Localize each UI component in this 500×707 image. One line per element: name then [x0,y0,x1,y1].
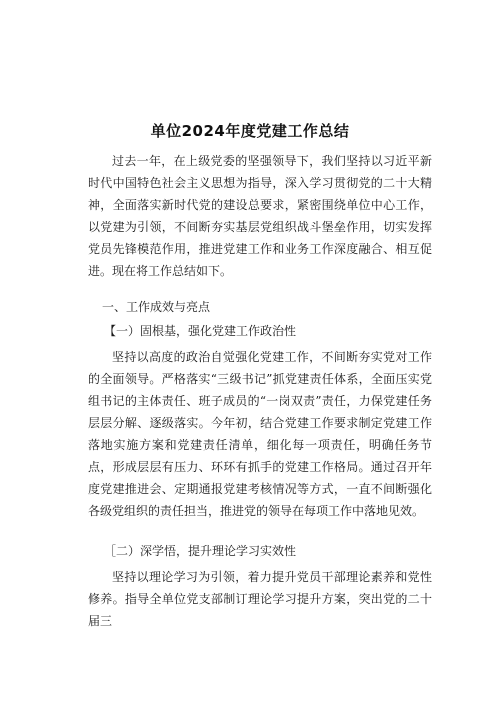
document-title: 单位2024年度党建工作总结 [150,122,350,140]
section-heading: 一、工作成效与亮点 [102,300,211,314]
subsection-heading: 【一）固根基，强化党建工作政治性 [104,324,297,338]
subsection-heading: ［二）深学悟，提升理论学习实效性 [104,544,297,558]
body-paragraph: 坚持以高度的政治自觉强化党建工作，不间断夯实党对工作的全面领导。严格落实“三级书记”抓党建责任体系，全面压实党组书记的主体责任、班子成员的“一岗双责”责任，力保党建任务层层分解、逐级落实。今年初，结合党建工作要求制定党建工作落地实施方案和党建责任清单，细化每一项责任，明确任务节点，形成层层有压力、环环有抓手的党建工作格局。通过召开年度党建推进会、定期通报党建考核情况等方式，一直不间断强化各级党组织的责任担当，推进党的领导在每项工作中落地见效。 [88,350,432,518]
body-paragraph: 坚持以理论学习为引领，着力提升党员干部理论素养和党性修养。指导全单位党支部制订理论学习提升方案，突出党的二十届三 [88,570,432,628]
intro-paragraph: 过去一年，在上级党委的坚强领导下，我们坚持以习近平新时代中国特色社会主义思想为指导，深入学习贯彻党的二十大精神，全面落实新时代党的建设总要求，紧密围绕单位中心工作，以党建为引领，不间断夯实基层党组织战斗堡垒作用，切实发挥党员先锋模范作用，推进党建工作和业务工作深度融合、相互促进。现在将工作总结如下。 [88,154,432,278]
